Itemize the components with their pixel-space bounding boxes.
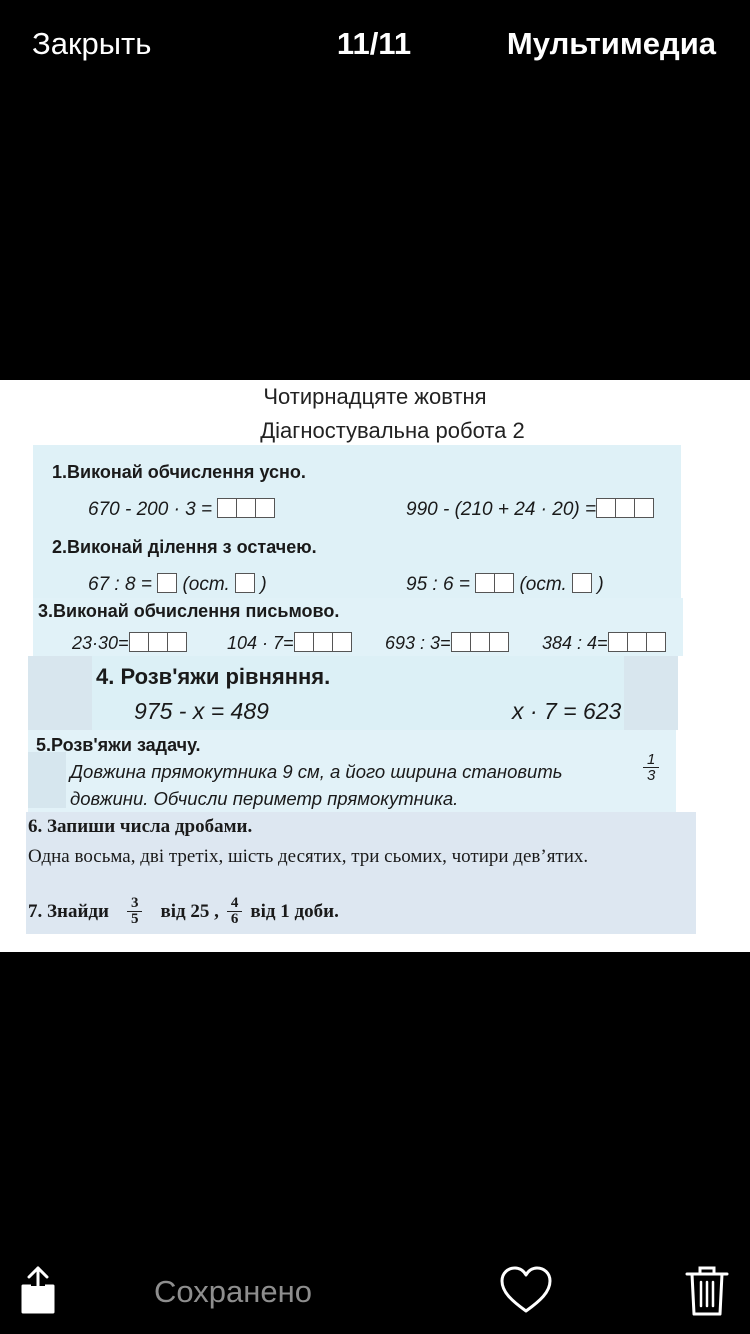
answer-box[interactable] (313, 632, 333, 652)
answer-box[interactable] (627, 632, 647, 652)
top-bar (0, 0, 750, 90)
task4-heading: 4. Розв'яжи рівняння. (96, 664, 331, 689)
task7-line (28, 896, 339, 927)
fraction-numerator: 1 (643, 752, 659, 768)
task3-expression-a-text: 23·30= (72, 633, 129, 653)
answer-box[interactable] (646, 632, 666, 652)
fraction-numerator: 3 (127, 896, 143, 912)
answer-box[interactable] (596, 498, 616, 518)
decor-square (28, 752, 66, 808)
task4-equation-a: 975 - x = 489 (134, 698, 269, 724)
task2-expression-b-text: 95 : 6 = (406, 574, 470, 595)
answer-box[interactable] (294, 632, 314, 652)
answer-box[interactable] (167, 632, 187, 652)
photo-counter-text: 11/11 (336, 26, 412, 61)
task6-text: Одна восьма, дві третіх, шість десятих, три сьомих, чотири дев’ятих. (28, 846, 589, 867)
fraction-numerator: 4 (227, 896, 243, 912)
answer-box[interactable] (217, 498, 237, 518)
task1-expression-b-text: 990 - (210 + 24 · 20) = (406, 499, 597, 520)
answer-box[interactable] (255, 498, 275, 518)
decor-square-right (624, 656, 678, 730)
answer-box[interactable] (608, 632, 628, 652)
answer-box[interactable] (129, 632, 149, 652)
answer-box[interactable] (470, 632, 490, 652)
media-button[interactable]: Мультимедиа (506, 26, 716, 61)
document-title: Діагностувальна робота 2 (260, 418, 525, 443)
document-image[interactable] (0, 380, 750, 952)
trash-icon[interactable] (684, 1262, 730, 1318)
answer-box[interactable] (451, 632, 471, 652)
task3-expression-d-text: 384 : 4= (542, 633, 608, 653)
task5-fraction (643, 752, 659, 783)
remainder-open: (ост. (519, 574, 567, 595)
task4-equation-b: x · 7 = 623 (512, 698, 622, 724)
task3-expression-c (385, 632, 509, 654)
task7-fraction-2 (227, 896, 243, 927)
share-icon[interactable] (18, 1264, 58, 1316)
task3-expression-c-text: 693 : 3= (385, 633, 451, 653)
document-date: Чотирнадцяте жовтня (263, 384, 487, 409)
task7-suffix: від 1 доби. (250, 900, 339, 922)
remainder-close: ) (597, 574, 604, 595)
task3-expression-a (72, 632, 187, 654)
task3-expression-d (542, 632, 666, 654)
task5-heading: 5.Розв'яжи задачу. (36, 735, 201, 755)
remainder-open: (ост. (182, 574, 230, 595)
task7-middle: від 25 , (160, 900, 219, 922)
answer-box[interactable] (332, 632, 352, 652)
task2-heading: 2.Виконай ділення з остачею. (52, 537, 317, 557)
task1-expression-b (406, 498, 654, 521)
fraction-denominator: 6 (230, 911, 239, 927)
remainder-box[interactable] (572, 573, 592, 593)
task3-expression-b (227, 632, 352, 654)
remainder-close: ) (260, 574, 267, 595)
close-button[interactable]: Закрыть (32, 26, 152, 61)
task7-prefix: 7. Знайди (28, 900, 109, 922)
remainder-box[interactable] (235, 573, 255, 593)
task1-expression-a-text: 670 - 200 · 3 = (88, 499, 213, 520)
answer-box[interactable] (236, 498, 256, 518)
answer-box[interactable] (615, 498, 635, 518)
fraction-one-third (643, 752, 659, 783)
task6-heading: 6. Запиши числа дробами. (28, 816, 253, 837)
bottom-toolbar (0, 1244, 750, 1334)
task5-line2: довжини. Обчисли периметр прямокутника. (70, 788, 459, 809)
task5-line1: Довжина прямокутника 9 см, а його ширина становить (70, 761, 563, 782)
task2-expression-a (88, 573, 267, 596)
saved-status: Сохранено (154, 1274, 312, 1309)
answer-box[interactable] (475, 573, 495, 593)
answer-box[interactable] (494, 573, 514, 593)
task2-expression-a-text: 67 : 8 = (88, 574, 152, 595)
task3-expression-b-text: 104 · 7= (227, 633, 294, 653)
answer-box[interactable] (157, 573, 177, 593)
task1-expression-a (88, 498, 275, 521)
task3-heading: 3.Виконай обчислення письмово. (38, 601, 340, 621)
fraction-denominator: 5 (130, 911, 139, 927)
heart-icon[interactable] (498, 1264, 554, 1316)
fraction-denominator: 3 (647, 767, 656, 784)
answer-box[interactable] (148, 632, 168, 652)
answer-box[interactable] (634, 498, 654, 518)
task7-fraction-1 (127, 896, 143, 927)
answer-box[interactable] (489, 632, 509, 652)
task2-expression-b (406, 573, 604, 596)
decor-square-left (28, 656, 92, 730)
task1-heading: 1.Виконай обчислення усно. (52, 462, 306, 482)
